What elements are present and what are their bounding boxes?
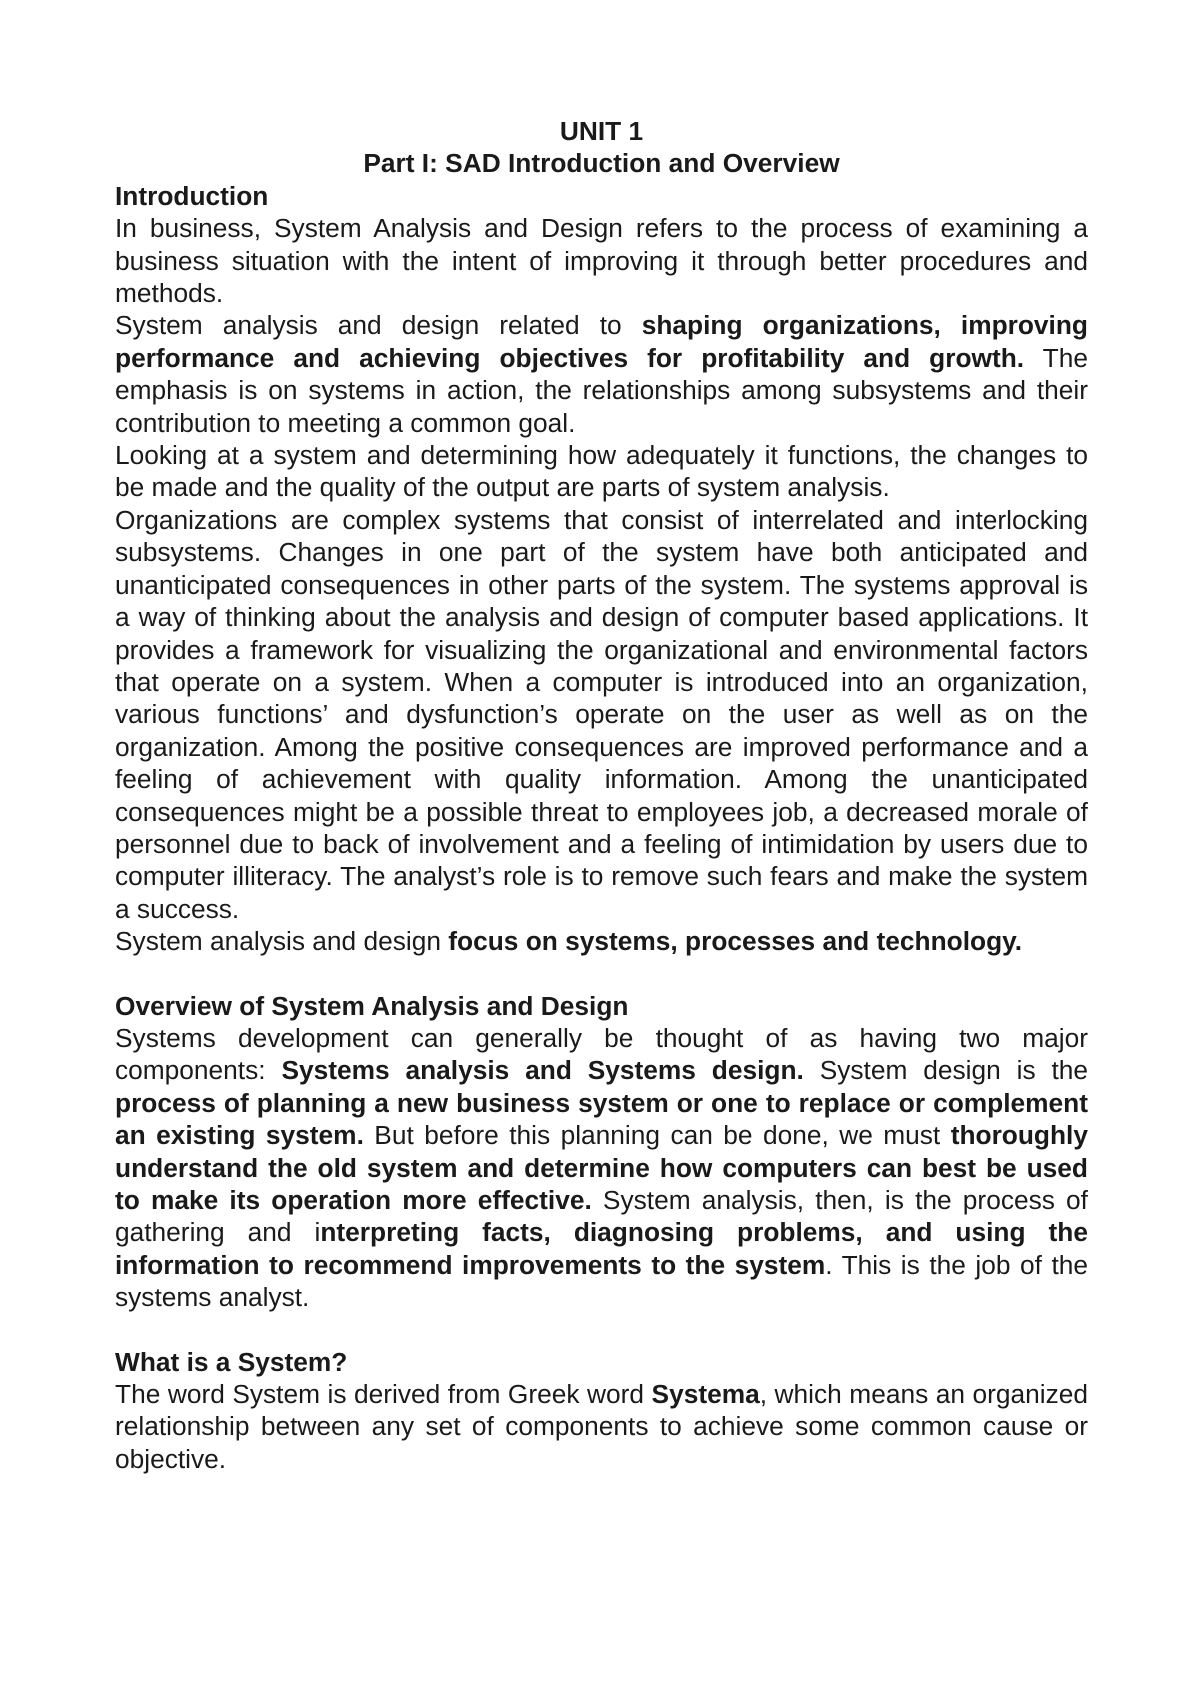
paragraph-6-text-i: . This is the job of the systems analyst. [115,1249,1088,1313]
paragraph-3: Looking at a system and determining how adequately it functions, the changes to be made and the quality of the output are parts of system analysis. [115,440,1088,503]
paragraph-2-text-a: System analysis and design related to [115,310,642,341]
paragraph-6-text-c: System design is the [803,1055,1089,1086]
paragraph-6-bold-b: Systems analysis and Systems design. [281,1055,804,1086]
paragraph-5-bold: focus on systems, processes and technology. [448,926,1023,957]
paragraph-2-bold: shaping organizations, improving performance and achieving objectives for profitability and growth. [115,310,1088,373]
overview-heading: Overview of System Analysis and Design [115,990,629,1021]
paragraph-6-bold-h: nterpreting facts, diagnosing problems, and using the information to recommend improvements to the system [115,1217,1088,1280]
paragraph-7-text-c: , which means an organized relationship between any set of components to achieve some common cause or objective. [115,1379,1088,1474]
introduction-heading: Introduction [115,180,269,211]
section-spacer-2 [115,1314,1088,1346]
paragraph-7-text-a: The word System is derived from Greek word [115,1379,652,1410]
document-body [115,115,1088,1475]
paragraph-6-bold-f: thoroughly understand the old system and determine how computers can best be used to make its operation more effective. [115,1120,1088,1215]
part-title: Part I: SAD Introduction and Overview [363,148,840,179]
paragraph-6-text-a: Systems development can generally be thought of as having two major components: [115,1022,1088,1086]
paragraph-7 [115,1378,1088,1475]
section-spacer [115,958,1088,990]
paragraph-6-text-e: But before this planning can be done, we must [363,1120,951,1151]
paragraph-6 [115,1022,1088,1314]
paragraph-6-text-g: System analysis, then, is the process of gathering and i [115,1185,1088,1248]
paragraph-1: In business, System Analysis and Design refers to the process of examining a business situation with the intent of improving it through better procedures and methods. [115,213,1088,309]
unit-title: UNIT 1 [559,116,644,146]
paragraph-2-text-c: The emphasis is on systems in action, the relationships among subsystems and their contribution to meeting a common goal. [115,342,1088,438]
paragraph-2 [115,309,1088,439]
paragraph-4: Organizations are complex systems that consist of interrelated and interlocking subsystems. Changes in one part of the system have both anticipated and unanticipated consequences in other parts of the system. The systems approval is a way of thinking about the analysis and design of computer based applications. It provides a framework for visualizing the organizational and environmental factors that operate on a system. When a computer is introduced into an organization, various functions’ and dysfunction’s operate on the user as well as on the organization. Among the positive consequences are improved performance and a feeling of achievement with quality information. Among the unanticipated consequences might be a possible threat to employees job, a decreased morale of personnel due to back of involvement and a feeling of intimidation by users due to computer illiteracy. The analyst’s role is to remove such fears and make the system a success. [115,504,1088,924]
paragraph-7-bold: Systema [651,1379,760,1410]
paragraph-6-bold-d: process of planning a new business system or one to replace or complement an existing system. [115,1087,1088,1151]
paragraph-5 [115,925,1088,957]
paragraph-5-text-a: System analysis and design [115,926,449,957]
system-heading: What is a System? [115,1346,348,1377]
